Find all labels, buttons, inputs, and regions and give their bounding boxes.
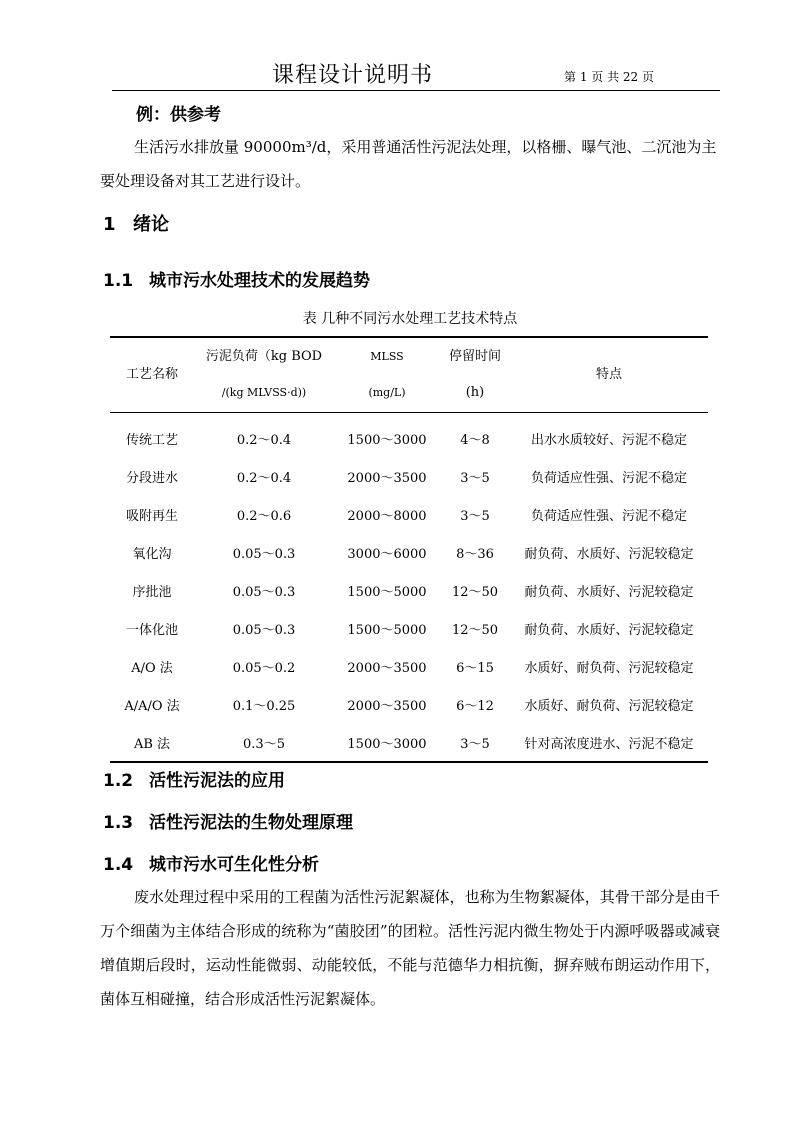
analysis-paragraph: 废水处理过程中采用的工程菌为活性污泥絮凝体，也称为生物絮凝体，其骨干部分是由千万个细菌为主体结合形成的统称为“菌胶团”的团粒。活性污泥内微生物处于内源呼吸器或减衰增值期后段时，运动性能微弱、动能较低，不能与范德华力相抗衡，摒弃贼布朗运动作用下，菌体互相碰撞，结合形成活性污泥絮凝体。 [100, 888, 720, 1008]
example-label: 例：供参考 [136, 105, 221, 125]
cell-time: 8～36 [456, 546, 494, 562]
cell-feature: 水质好、耐负荷、污泥较稳定 [524, 660, 694, 676]
cell-time: 6～15 [456, 660, 494, 676]
table-header-row [110, 337, 708, 413]
section-number: 1.1 [103, 271, 134, 291]
cell-mlss: 2000～8000 [347, 508, 427, 524]
page-header [112, 56, 720, 91]
cell-mlss: 3000～6000 [347, 546, 427, 562]
cell-load: 0.2～0.4 [236, 470, 292, 486]
section-title: 绪论 [133, 214, 169, 235]
cell-load: 0.2～0.4 [236, 432, 292, 448]
cell-feature: 负荷适应性强、污泥不稳定 [530, 470, 687, 486]
cell-feature: 耐负荷、水质好、污泥较稳定 [524, 546, 694, 562]
header-mlss-line1: MLSS [370, 350, 404, 363]
section-number: 1 [103, 214, 116, 235]
cell-feature: 负荷适应性强、污泥不稳定 [530, 508, 687, 524]
table-caption: 表 几种不同污水处理工艺技术特点 [302, 311, 518, 327]
table-row [110, 533, 708, 571]
cell-mlss: 1500～3000 [347, 736, 427, 752]
cell-load: 0.3～5 [243, 736, 285, 752]
cell-load: 0.2～0.6 [236, 508, 292, 524]
header-time-line2: (h) [465, 385, 485, 400]
table-row [110, 723, 708, 762]
header-mlss-line2: (mg/L) [368, 386, 406, 399]
header-time-line1: 停留时间 [448, 349, 501, 364]
table-row [110, 413, 708, 458]
cell-feature: 耐负荷、水质好、污泥较稳定 [524, 584, 694, 600]
cell-name: 序批池 [132, 584, 172, 600]
cell-name: 吸附再生 [125, 508, 178, 524]
section-1-heading [103, 210, 169, 236]
table-row [110, 495, 708, 533]
header-retention-time [440, 337, 510, 413]
section-number: 1.2 [103, 771, 134, 791]
header-sludge-load [194, 337, 334, 413]
cell-time: 3～5 [460, 508, 490, 524]
cell-name: A/A/O 法 [124, 698, 180, 714]
table-row [110, 647, 708, 685]
section-1-4-heading [103, 850, 319, 875]
cell-load: 0.05～0.3 [232, 584, 296, 600]
cell-mlss: 2000～3500 [347, 660, 427, 676]
cell-feature: 水质好、耐负荷、污泥较稳定 [524, 698, 694, 714]
table-row [110, 685, 708, 723]
header-sludge-load-line2: /(kg MLVSS·d)) [221, 386, 307, 399]
cell-mlss: 2000～3500 [347, 698, 427, 714]
section-1-1-heading [103, 266, 370, 291]
cell-name: 分段进水 [125, 470, 178, 486]
table-row [110, 457, 708, 495]
process-comparison-table [110, 336, 708, 763]
cell-load: 0.05～0.3 [232, 622, 296, 638]
section-title: 城市污水可生化性分析 [149, 855, 319, 875]
cell-name: 传统工艺 [125, 432, 178, 448]
header-process-name: 工艺名称 [125, 367, 178, 382]
table-row [110, 571, 708, 609]
cell-load: 0.05～0.3 [232, 546, 296, 562]
header-mlss [334, 337, 440, 413]
header-sludge-load-line1: 污泥负荷（kg BOD [205, 349, 323, 364]
cell-name: A/O 法 [131, 660, 173, 676]
table-row [110, 609, 708, 647]
cell-feature: 耐负荷、水质好、污泥较稳定 [524, 622, 694, 638]
cell-mlss: 1500～5000 [347, 584, 427, 600]
cell-time: 6～12 [456, 698, 494, 714]
section-1-3-heading [103, 808, 353, 833]
page-number: 第 1 页 共 22 页 [564, 70, 654, 84]
cell-time: 4～8 [460, 432, 490, 448]
cell-name: 氧化沟 [132, 546, 172, 562]
cell-load: 0.05～0.2 [232, 660, 296, 676]
cell-time: 3～5 [460, 470, 490, 486]
section-number: 1.3 [103, 813, 134, 833]
cell-mlss: 1500～5000 [347, 622, 427, 638]
cell-feature: 出水水质较好、污泥不稳定 [530, 432, 687, 448]
cell-mlss: 2000～3500 [347, 470, 427, 486]
section-number: 1.4 [103, 855, 134, 875]
cell-name: 一体化池 [125, 622, 178, 638]
cell-name: AB 法 [133, 736, 171, 752]
section-title: 城市污水处理技术的发展趋势 [149, 271, 370, 291]
cell-mlss: 1500～3000 [347, 432, 427, 448]
section-title: 活性污泥法的生物处理原理 [149, 813, 353, 833]
document-title: 课程设计说明书 [272, 63, 434, 88]
cell-feature: 针对高浓度进水、污泥不稳定 [524, 736, 694, 752]
header-features: 特点 [595, 367, 622, 382]
cell-load: 0.1～0.25 [232, 698, 296, 714]
intro-paragraph: 生活污水排放量 90000m³/d，采用普通活性污泥法处理，以格栅、曝气池、二沉池为主要处理设备对其工艺进行设计。 [100, 138, 717, 190]
cell-time: 12～50 [451, 622, 499, 638]
section-title: 活性污泥法的应用 [149, 771, 285, 791]
cell-time: 12～50 [451, 584, 499, 600]
section-1-2-heading [103, 766, 285, 791]
cell-time: 3～5 [460, 736, 490, 752]
